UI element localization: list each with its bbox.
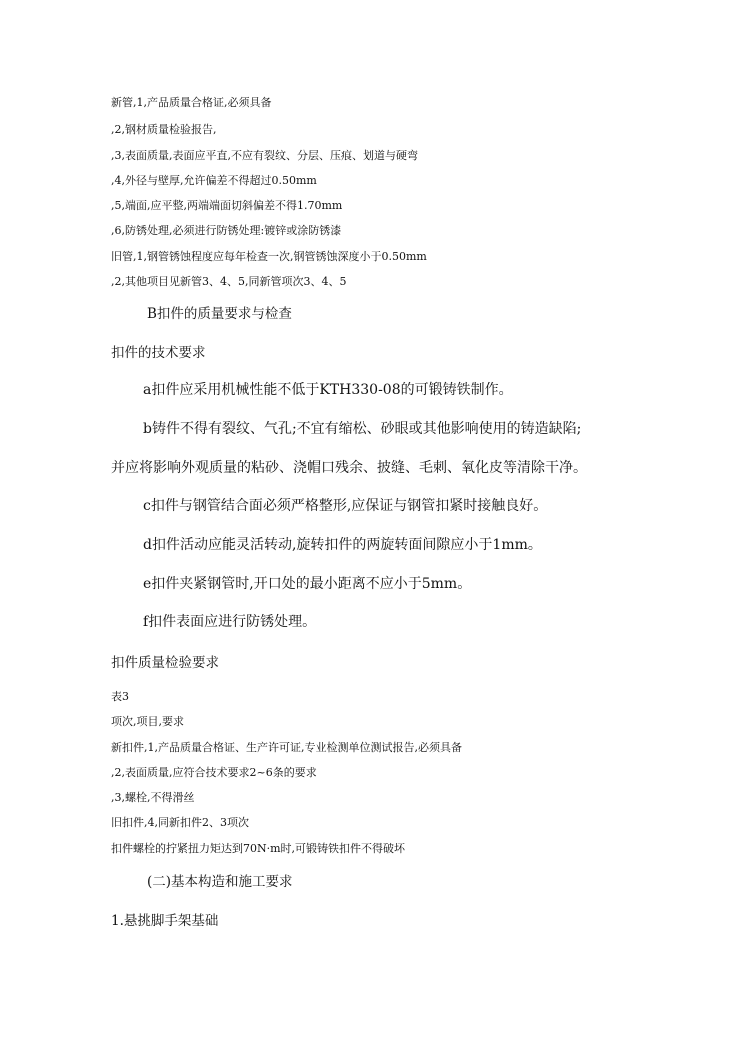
paragraph-line: c扣件与钢管结合面必须严格整形,应保证与钢管扣紧时接触良好。 bbox=[143, 498, 548, 514]
text-line: ,5,端面,应平整,两端端面切斜偏差不得1.70mm bbox=[111, 199, 343, 212]
text-line: 旧管,1,钢管锈蚀程度应每年检查一次,钢管锈蚀深度小于0.50mm bbox=[111, 250, 427, 263]
text-line: 新管,1,产品质量合格证,必须具备 bbox=[111, 96, 272, 109]
text-line: ,2,表面质量,应符合技术要求2~6条的要求 bbox=[111, 766, 317, 779]
paragraph-line: a扣件应采用机械性能不低于KTH330-08的可锻铸铁制作。 bbox=[143, 382, 513, 398]
paragraph-line: b铸件不得有裂纹、气孔;不宜有缩松、砂眼或其他影响使用的铸造缺陷; bbox=[143, 421, 582, 437]
table-caption: 表3 bbox=[111, 690, 129, 703]
text-line: 旧扣件,4,同新扣件2、3项次 bbox=[111, 816, 249, 829]
paragraph-line: 并应将影响外观质量的粘砂、浇帽口残余、披缝、毛刺、氧化皮等清除干净。 bbox=[111, 460, 587, 476]
text-line: 扣件螺栓的拧紧扭力矩达到70N·m时,可锻铸铁扣件不得破坏 bbox=[111, 842, 406, 855]
paragraph-line: d扣件活动应能灵活转动,旋转扣件的两旋转面间隙应小于1mm。 bbox=[143, 537, 542, 553]
text-line: ,6,防锈处理,必须进行防锈处理:镀锌或涂防锈漆 bbox=[111, 224, 342, 237]
subsection-heading: 1.悬挑脚手架基础 bbox=[111, 913, 219, 929]
text-line: ,2,其他项目见新管3、4、5,同新管项次3、4、5 bbox=[111, 275, 347, 288]
paragraph-line: f扣件表面应进行防锈处理。 bbox=[143, 614, 317, 630]
text-line: ,2,钢材质量检验报告, bbox=[111, 123, 217, 136]
section-heading: B扣件的质量要求与检查 bbox=[147, 306, 292, 322]
text-line: ,3,表面质量,表面应平直,不应有裂纹、分层、压痕、划道与硬弯 bbox=[111, 149, 418, 162]
text-line: ,4,外径与壁厚,允许偏差不得超过0.50mm bbox=[111, 174, 317, 187]
text-line: 项次,项目,要求 bbox=[111, 715, 184, 728]
paragraph-line: e扣件夹紧钢管时,开口处的最小距离不应小于5mm。 bbox=[143, 576, 472, 592]
text-line: ,3,螺栓,不得滑丝 bbox=[111, 791, 195, 804]
subsection-heading: 扣件的技术要求 bbox=[111, 345, 206, 361]
section-heading: (二)基本构造和施工要求 bbox=[147, 874, 293, 890]
text-line: 新扣件,1,产品质量合格证、生产许可证,专业检测单位测试报告,必须具备 bbox=[111, 741, 462, 754]
subsection-heading: 扣件质量检验要求 bbox=[111, 655, 219, 671]
